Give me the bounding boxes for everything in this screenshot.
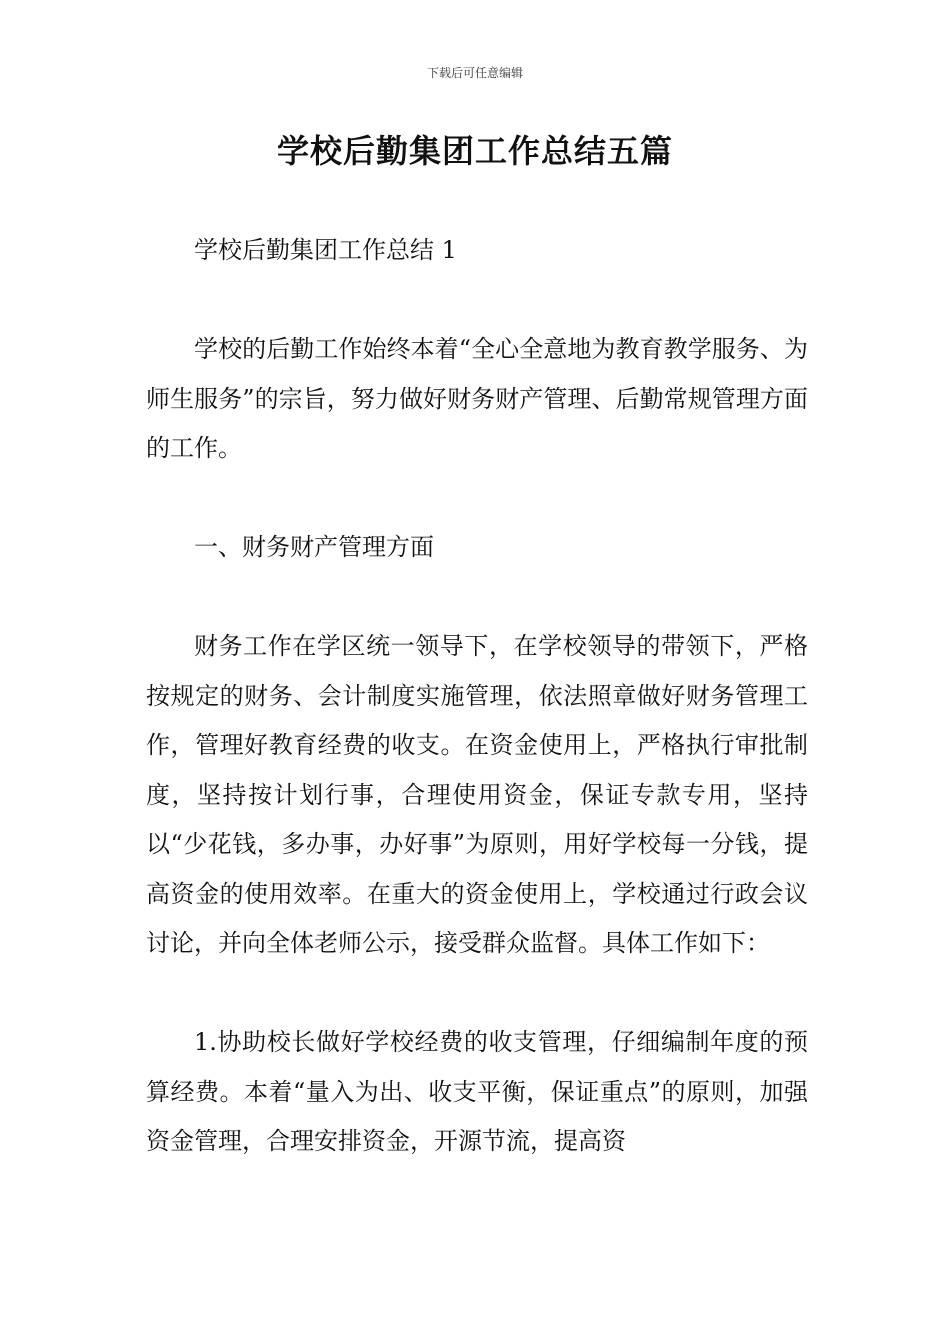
paragraph-intro: 学校的后勤工作始终本着“全心全意地为教育教学服务、为师生服务”的宗旨，努力做好财务财产管理、后勤常规管理方面的工作。 — [146, 335, 808, 462]
spacer — [146, 276, 808, 326]
spacer — [146, 474, 808, 524]
spacer — [146, 969, 808, 1019]
document-title: 学校后勤集团工作总结五篇 — [276, 132, 673, 170]
section-heading: 一、财务财产管理方面 — [194, 533, 434, 561]
document-body — [146, 226, 808, 1167]
spacer — [146, 573, 808, 623]
paragraph-item-1: 1.协助校长做好学校经费的收支管理，仔细编制年度的预算经费。本着“量入为出、收支平衡，保证重点”的原则，加强资金管理，合理安排资金，开源节流，提高资 — [146, 1028, 808, 1155]
paragraph-finance: 财务工作在学区统一领导下，在学校领导的带领下，严格按规定的财务、会计制度实施管理，依法照章做好财务管理工作，管理好教育经费的收支。在资金使用上，严格执行审批制度，坚持按计划行事，合理使用资金，保证专款专用，坚持以“少花钱，多办事，办好事”为原则，用好学校每一分钱，提高资金的使用效率。在重大的资金使用上，学校通过行政会议讨论，并向全体老师公示，接受群众监督。具体工作如下： — [146, 632, 808, 957]
subtitle: 学校后勤集团工作总结 1 — [194, 236, 457, 264]
header-note: 下载后可任意编辑 — [426, 66, 523, 80]
